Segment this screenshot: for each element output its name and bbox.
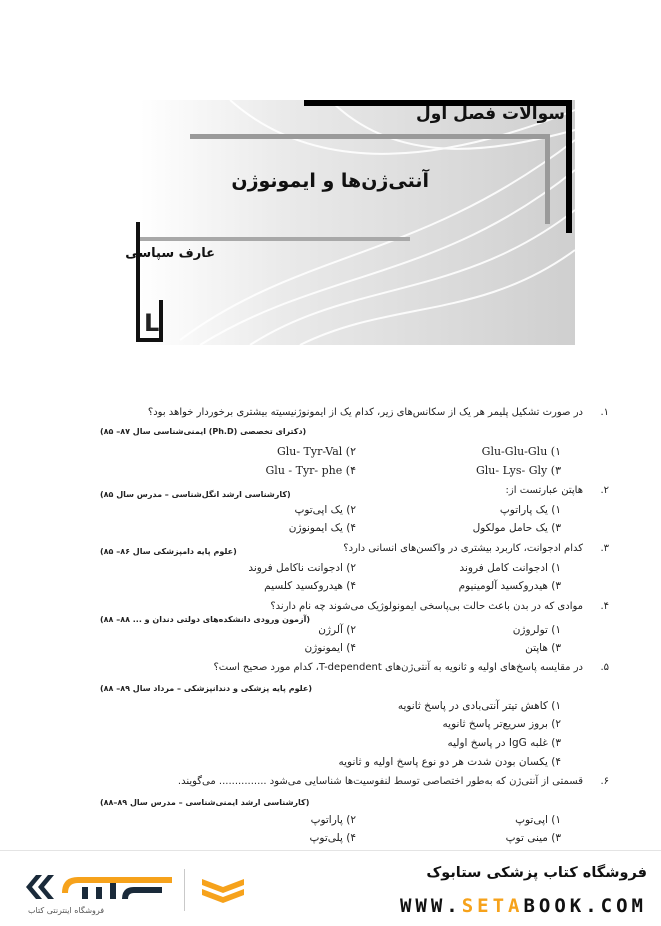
url-suffix: BOOK.COM — [523, 895, 647, 917]
option[interactable]: ۱) ادجوانت کامل فروند — [459, 562, 561, 574]
option[interactable]: ۳) هاپتن — [525, 642, 561, 654]
chapter-letter: L — [144, 309, 160, 337]
option[interactable]: ۱) تولروژن — [512, 624, 561, 636]
divider — [184, 869, 185, 911]
option[interactable]: ۴) پلی‌توپ — [309, 832, 356, 844]
shop-url[interactable] — [400, 895, 647, 917]
question-text: قسمتی از آنتی‌ژن که به‌طور اختصاصی توسط لنفوسیت‌ها شناسایی می‌شود ............... می‌گویند. — [177, 776, 583, 787]
option[interactable]: ۱) کاهش تیتر آنتی‌بادی در پاسخ ثانویه — [397, 700, 561, 712]
option[interactable]: ۲) ادجوانت ناکامل فروند — [248, 562, 356, 574]
option[interactable]: ۴) یکسان بودن شدت هر دو نوع پاسخ اولیه و ثانویه — [338, 756, 561, 768]
option[interactable]: ۴) Glu - Tyr- phe — [265, 464, 356, 477]
url-accent: SETA — [461, 895, 524, 917]
question-number: ۵. — [600, 662, 609, 673]
question-source: (آزمون ورودی دانشکده‌های دولتی دندان و ... ۸۸– ۸۸) — [100, 615, 310, 624]
question-text: در صورت تشکیل پلیمر هر یک از سکانس‌های زیر، کدام یک از ایمونوژنیسیته بیشتری برخوردار خواهد بود؟ — [147, 407, 583, 418]
question-text: هاپتن عبارتست از: — [505, 485, 583, 496]
shop-name: فروشگاه کتاب پزشکی ستابوک — [426, 865, 647, 881]
option[interactable]: ۱) Glu-Glu-Glu — [481, 445, 561, 458]
option[interactable]: ۳) Glu- Lys- Gly — [475, 464, 561, 477]
option[interactable]: ۲) آلرژن — [318, 624, 356, 636]
question-source: (علوم پایه دامپزشکی سال ۸۶– ۸۵) — [100, 547, 237, 556]
option[interactable]: ۳) هیدروکسید آلومینیوم — [458, 580, 561, 592]
main-title: آنتی‌ژن‌ها و ایمونوژن — [231, 170, 429, 192]
question-number: ۲. — [600, 485, 609, 496]
setabook-logo[interactable] — [22, 867, 182, 907]
question-number: ۶. — [600, 776, 609, 787]
question-source: (کارشناسی ارشد ایمنی‌شناسی – مدرس سال ۸۹–۸۸) — [100, 798, 310, 807]
footer-banner — [0, 850, 661, 926]
question-number: ۴. — [600, 601, 609, 612]
brand-subtitle: فروشگاه اینترنتی کتاب — [28, 906, 105, 915]
option[interactable]: ۳) مینی توپ — [505, 832, 561, 844]
book-stack-icon — [198, 871, 248, 911]
chapter-title: سوالات فصل اول — [416, 104, 565, 124]
question-source: (علوم پایه پزشکی و دندانپزشکی – مرداد سال ۸۹– ۸۸) — [100, 684, 312, 693]
question-source: (کارشناسی ارشد انگل‌شناسی – مدرس سال ۸۵) — [100, 490, 291, 499]
question-number: ۱. — [600, 407, 609, 418]
option[interactable]: ۲) یک اپی‌توپ — [294, 504, 356, 516]
question-text: در مقایسه پاسخ‌های اولیه و ثانویه به آنتی‌ژن‌های T-dependent، کدام مورد صحیح است؟ — [213, 662, 583, 673]
option[interactable]: ۲) Glu- Tyr-Val — [276, 445, 356, 458]
option[interactable]: ۱) یک پاراتوپ — [499, 504, 561, 516]
option[interactable]: ۲) پاراتوپ — [310, 814, 356, 826]
author-name: عارف سپاسی — [125, 246, 215, 261]
chapter-header — [0, 0, 661, 360]
option[interactable]: ۴) ایمونوژن — [304, 642, 356, 654]
option[interactable]: ۴) یک ایمونوژن — [288, 522, 356, 534]
url-prefix: WWW. — [399, 895, 462, 917]
option[interactable]: ۲) بروز سریع‌تر پاسخ ثانویه — [442, 718, 561, 730]
question-source: (دکترای تخصصی (Ph.D) ایمنی‌شناسی سال ۸۷– ۸۵) — [100, 427, 307, 436]
option[interactable]: ۱) اپی‌توپ — [515, 814, 561, 826]
question-text: موادی که در بدن باعث حالت بی‌پاسخی ایمونولوژیک می‌شوند چه نام دارند؟ — [270, 601, 583, 612]
question-text: کدام ادجوانت، کاربرد بیشتری در واکسن‌های انسانی دارد؟ — [343, 543, 583, 554]
option[interactable]: ۳) یک حامل مولکول — [472, 522, 561, 534]
option[interactable]: ۴) هیدروکسید کلسیم — [264, 580, 356, 592]
option[interactable]: ۳) غلبه IgG در پاسخ اولیه — [447, 737, 561, 749]
question-number: ۳. — [600, 543, 609, 554]
